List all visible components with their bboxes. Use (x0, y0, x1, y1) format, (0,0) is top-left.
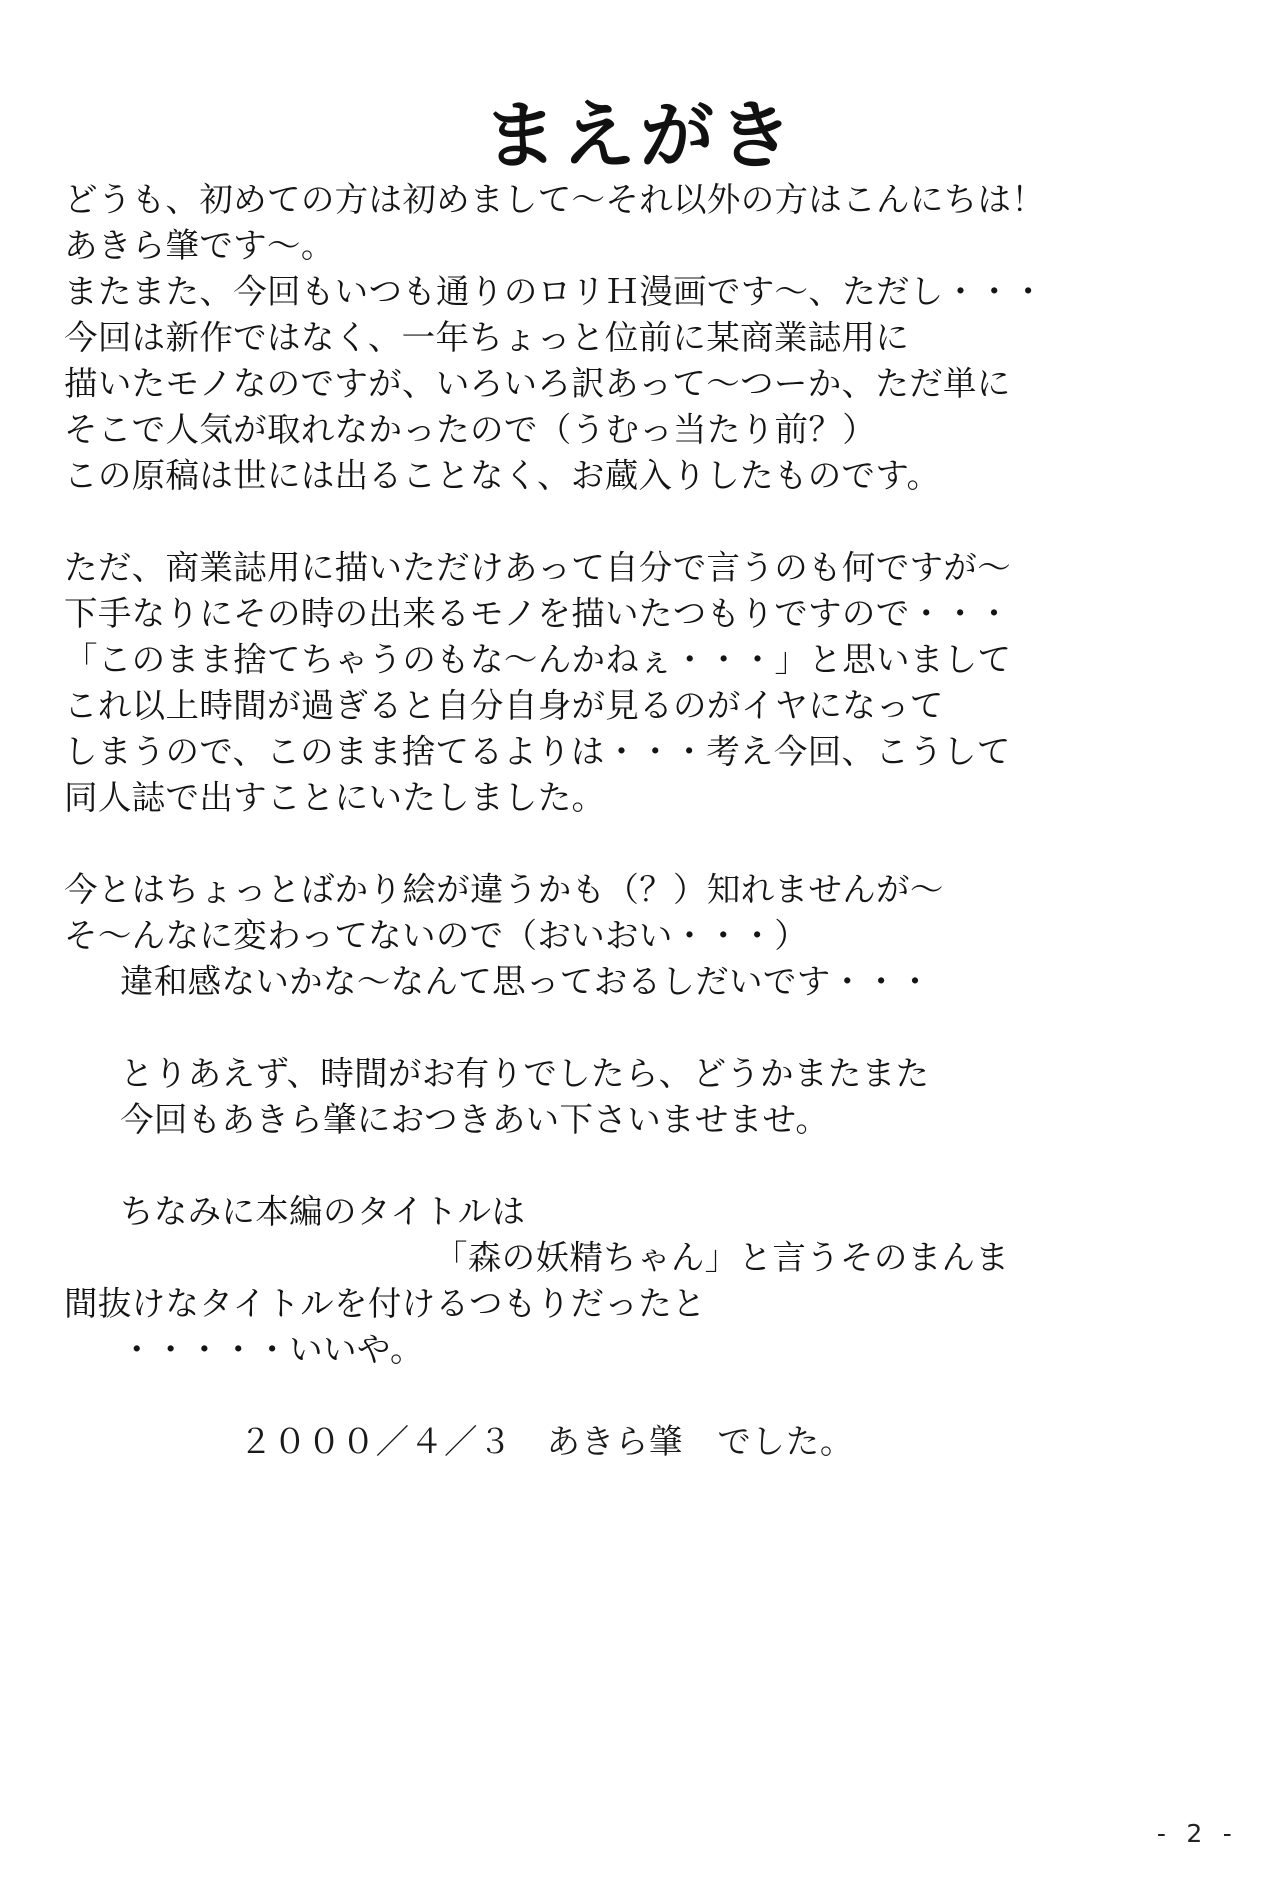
text-line: どうも、初めての方は初めまして～それ以外の方はこんにちは！ (64, 180, 1046, 220)
text-line: 同人誌で出すことにいたしました。 (64, 778, 606, 818)
document-body (50, 177, 1230, 1465)
text-line: ちなみに本編のタイトルは (120, 1192, 526, 1232)
text-line: あきら肇です～。 (64, 226, 335, 266)
text-line: またまた、今回もいつも通りのロリＨ漫画です～、ただし・・・ (64, 272, 1046, 312)
text-line: これ以上時間が過ぎると自分自身が見るのがイヤになって (64, 686, 944, 726)
paragraph-signature (64, 1419, 1230, 1465)
text-line: 下手なりにその時の出来るモノを描いたつもりですので・・・ (64, 594, 1012, 634)
paragraph-reasoning (64, 545, 1230, 821)
text-line: 今回もあきら肇におつきあい下さいませませ。 (120, 1100, 830, 1140)
paragraph-request (64, 1051, 1230, 1143)
signature-line: ２０００／４／３ あきら肇 でした。 (239, 1422, 855, 1462)
text-line: 「森の妖精ちゃん」と言うそのまんま (434, 1238, 1010, 1278)
paragraph-greeting (64, 177, 1230, 499)
text-line: この原稿は世には出ることなく、お蔵入りしたものです。 (64, 456, 941, 496)
text-line: 間抜けなタイトルを付けるつもりだったと (64, 1284, 706, 1324)
paragraph-art-style (64, 867, 1230, 1005)
text-line: ・・・・・いいや。 (120, 1330, 424, 1370)
page-title: まえがき (483, 93, 797, 179)
text-line: そこで人気が取れなかったので（うむっ当たり前？） (64, 410, 877, 450)
text-line: 「このまま捨てちゃうのもな～んかねぇ・・・」と思いまして (64, 640, 1012, 680)
text-line: 今とはちょっとばかり絵が違うかも（？）知れませんが～ (64, 870, 944, 910)
text-line: 今回は新作ではなく、一年ちょっと位前に某商業誌用に (64, 318, 910, 358)
text-line: ただ、商業誌用に描いただけあって自分で言うのも何ですが～ (64, 548, 1012, 588)
text-line: そ～んなに変わってないので（おいおい・・・） (64, 916, 809, 956)
page-number: - 2 - (1156, 1819, 1238, 1848)
text-line: 違和感ないかな～なんて思っておるしだいです・・・ (120, 962, 933, 1002)
text-line: とりあえず、時間がお有りでしたら、どうかまたまた (120, 1054, 930, 1094)
text-line: 描いたモノなのですが、いろいろ訳あって～つーか、ただ単に (64, 364, 1011, 404)
text-line: しまうので、このまま捨てるよりは・・・考え今回、こうして (64, 732, 1011, 772)
paragraph-title-note (64, 1189, 1230, 1373)
